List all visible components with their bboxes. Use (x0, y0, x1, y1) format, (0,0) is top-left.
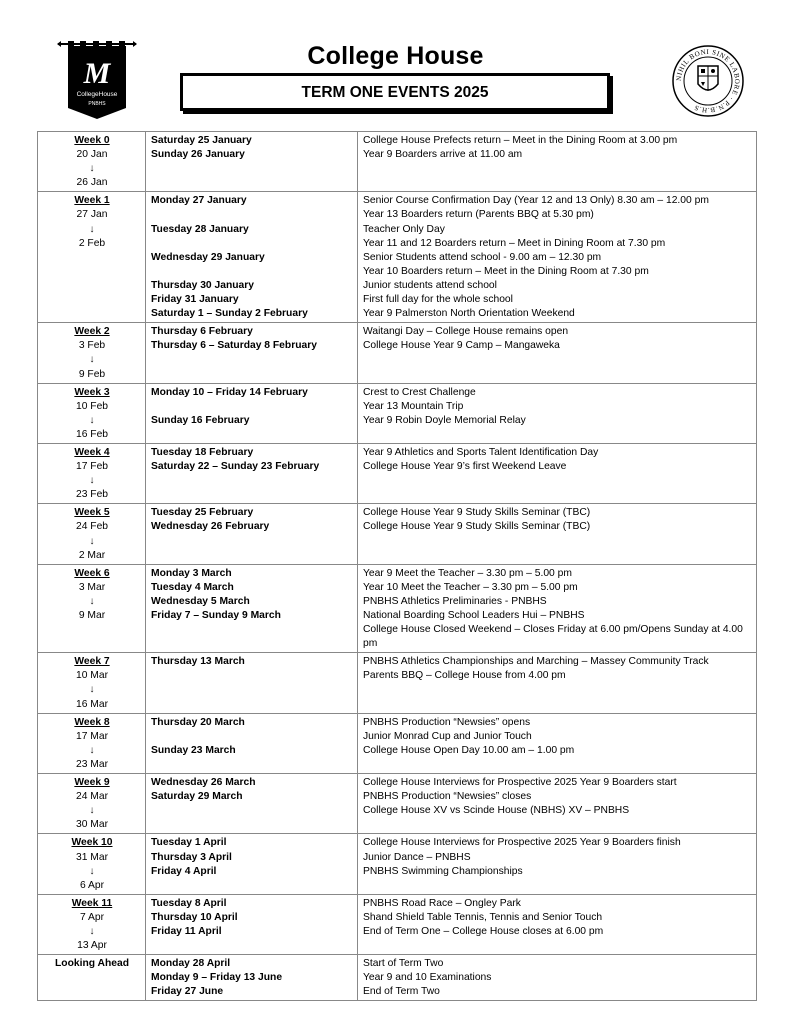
event-description: PNBHS Athletics Preliminaries - PNBHS (363, 595, 547, 607)
week-label: Week 2 (74, 326, 110, 338)
week-start-date: 31 Mar (75, 851, 109, 863)
event-description: Year 9 Meet the Teacher – 3.30 pm – 5.00 pm (363, 567, 572, 579)
week-cell (38, 774, 146, 834)
event-date (151, 730, 353, 744)
event-description: PNBHS Athletics Championships and Marching – Massey Community Track (363, 656, 709, 668)
week-label: Week 10 (71, 837, 113, 849)
week-end-date: 9 Feb (78, 368, 106, 380)
event-description: Parents BBQ – College House from 4.00 pm (363, 670, 566, 682)
event-date: Wednesday 26 February (151, 521, 270, 533)
event-date: Sunday 16 February (151, 414, 250, 426)
event-description: Teacher Only Day (363, 223, 445, 235)
event-date: Thursday 13 March (151, 656, 245, 668)
event-description: Crest to Crest Challenge (363, 386, 476, 398)
event-date (151, 400, 353, 414)
event-description: Junior Monrad Cup and Junior Touch (363, 730, 532, 742)
event-description: End of Term Two (363, 986, 440, 998)
arrow-down-icon: ↓ (89, 414, 95, 426)
week-end-date: 16 Feb (75, 428, 109, 440)
week-start-date: 17 Feb (75, 461, 109, 473)
event-date: Saturday 1 – Sunday 2 February (151, 308, 308, 320)
event-date: Friday 11 April (151, 925, 222, 937)
week-cell (38, 564, 146, 653)
week-cell (38, 443, 146, 503)
date-cell (146, 443, 358, 503)
event-description: College House Year 9 Camp – Mangaweka (363, 340, 560, 352)
date-cell (146, 192, 358, 323)
event-date (151, 237, 353, 251)
event-description: Year 13 Mountain Trip (363, 400, 464, 412)
week-row (38, 323, 757, 383)
week-row (38, 653, 757, 713)
week-label: Week 7 (74, 656, 110, 668)
event-description: PNBHS Production “Newsies” opens (363, 716, 531, 728)
event-description: Year 13 Boarders return (Parents BBQ at 5.30 pm) (363, 209, 594, 221)
event-description: Senior Students attend school - 9.00 am – 12.30 pm (363, 251, 602, 263)
event-description: Year 10 Meet the Teacher – 3.30 pm – 5.00 pm (363, 581, 578, 593)
date-cell (146, 383, 358, 443)
date-cell (146, 894, 358, 954)
date-cell (146, 564, 358, 653)
arrow-down-icon: ↓ (89, 223, 95, 235)
event-description: Senior Course Confirmation Day (Year 12 and 13 Only) 8.30 am – 12.00 pm (363, 195, 709, 207)
week-cell (38, 323, 146, 383)
arrow-down-icon: ↓ (89, 475, 95, 487)
week-label: Week 8 (74, 716, 110, 728)
event-date: Thursday 20 March (151, 716, 245, 728)
week-cell (38, 132, 146, 192)
event-date: Saturday 29 March (151, 791, 243, 803)
event-date: Friday 4 April (151, 865, 217, 877)
event-description: College House XV vs Scinde House (NBHS) XV – PNBHS (363, 805, 630, 817)
week-start-date: 3 Mar (78, 581, 106, 593)
week-start-date: 10 Feb (75, 400, 109, 412)
events-table (37, 131, 757, 1001)
event-description: Shand Shield Table Tennis, Tennis and Senior Touch (363, 911, 603, 923)
week-end-date: 13 Apr (77, 940, 107, 952)
event-date: Monday 9 – Friday 13 June (151, 972, 283, 984)
event-date: Sunday 23 March (151, 744, 236, 756)
event-description: College House Interviews for Prospective 2025 Year 9 Boarders start (363, 777, 677, 789)
week-label: Week 0 (74, 135, 110, 146)
event-cell (358, 132, 757, 192)
event-description: Year 9 Palmerston North Orientation Weekend (363, 308, 575, 320)
event-date: Thursday 6 February (151, 326, 253, 338)
looking-ahead-row (38, 955, 757, 1001)
event-date: Tuesday 18 February (151, 446, 254, 458)
week-start-date: 7 Apr (79, 911, 105, 923)
page-header (0, 0, 791, 128)
event-description: Start of Term Two (363, 958, 444, 970)
week-end-date: 16 Mar (75, 698, 109, 710)
week-cell (38, 192, 146, 323)
event-date: Tuesday 8 April (151, 897, 227, 909)
looking-ahead-label: Looking Ahead (55, 958, 129, 970)
week-end-date: 30 Mar (75, 819, 109, 831)
week-row (38, 834, 757, 894)
event-date: Thursday 6 – Saturday 8 February (151, 340, 317, 352)
arrow-down-icon: ↓ (89, 535, 95, 547)
event-description: Year 9 Athletics and Sports Talent Identification Day (363, 446, 599, 458)
event-description: PNBHS Production “Newsies” closes (363, 791, 532, 803)
event-description: Year 10 Boarders return – Meet in the Dining Room at 7.30 pm (363, 265, 649, 277)
svg-text:M: M (83, 57, 111, 90)
svg-text:CollegeHouse: CollegeHouse (76, 91, 118, 98)
event-cell (358, 323, 757, 383)
week-row (38, 443, 757, 503)
event-cell (358, 443, 757, 503)
week-cell (38, 383, 146, 443)
event-date: Saturday 25 January (151, 135, 252, 146)
week-end-date: 26 Jan (76, 177, 108, 189)
date-cell (146, 504, 358, 564)
week-start-date: 24 Feb (75, 521, 109, 533)
event-description: College House Year 9 Study Skills Seminar (TBC) (363, 521, 591, 533)
event-date: Thursday 3 April (151, 851, 232, 863)
event-date: Tuesday 4 March (151, 581, 234, 593)
event-description: College House Open Day 10.00 am – 1.00 pm (363, 744, 575, 756)
event-date: Tuesday 25 February (151, 507, 254, 519)
week-end-date: 6 Apr (79, 879, 105, 891)
event-date: Monday 27 January (151, 195, 247, 207)
week-cell (38, 713, 146, 773)
event-cell (358, 894, 757, 954)
event-date: Tuesday 1 April (151, 837, 227, 849)
week-cell (38, 834, 146, 894)
events-table-body (38, 132, 757, 1001)
week-end-date: 2 Mar (78, 549, 106, 561)
arrow-down-icon: ↓ (89, 805, 95, 817)
week-end-date: 9 Mar (78, 610, 106, 621)
event-date: Monday 28 April (151, 958, 231, 970)
event-date: Friday 27 June (151, 986, 224, 998)
event-description: College House Year 9 Study Skills Seminar (TBC) (363, 507, 591, 519)
event-date: Friday 7 – Sunday 9 March (151, 610, 281, 621)
event-description: Year 9 and 10 Examinations (363, 972, 492, 984)
date-cell (146, 774, 358, 834)
week-start-date: 20 Jan (76, 149, 108, 161)
week-cell (38, 894, 146, 954)
event-description: National Boarding School Leaders Hui – PNBHS (363, 610, 585, 621)
event-date: Thursday 30 January (151, 279, 255, 291)
week-start-date: 10 Mar (75, 670, 109, 682)
week-label: Week 6 (74, 567, 110, 579)
event-description: Junior students attend school (363, 279, 497, 291)
date-cell (146, 834, 358, 894)
week-row (38, 774, 757, 834)
arrow-down-icon: ↓ (89, 925, 95, 937)
week-end-date: 2 Feb (78, 237, 106, 249)
week-start-date: 24 Mar (75, 791, 109, 803)
event-date: Tuesday 28 January (151, 223, 249, 235)
event-cell (358, 774, 757, 834)
event-description: First full day for the whole school (363, 294, 513, 306)
week-cell (38, 504, 146, 564)
week-label: Week 5 (74, 507, 110, 519)
event-cell (358, 504, 757, 564)
week-row (38, 132, 757, 192)
event-date: Wednesday 26 March (151, 777, 256, 789)
event-date: Wednesday 5 March (151, 595, 250, 607)
arrow-down-icon: ↓ (89, 163, 95, 175)
date-cell (146, 323, 358, 383)
looking-ahead-cell (38, 955, 146, 1001)
date-cell (146, 653, 358, 713)
event-description: Year 9 Boarders arrive at 11.00 am (363, 149, 523, 161)
week-label: Week 3 (74, 386, 110, 398)
arrow-down-icon: ↓ (89, 354, 95, 366)
week-label: Week 1 (74, 195, 110, 207)
event-cell (358, 653, 757, 713)
event-cell (358, 955, 757, 1001)
week-label: Week 11 (71, 897, 113, 909)
arrow-down-icon: ↓ (89, 865, 95, 877)
event-date (151, 265, 353, 279)
week-row (38, 192, 757, 323)
event-cell (358, 383, 757, 443)
week-row (38, 383, 757, 443)
event-description: Waitangi Day – College House remains open (363, 326, 569, 338)
event-description: Year 11 and 12 Boarders return – Meet in Dining Room at 7.30 pm (363, 237, 666, 249)
event-date: Monday 10 – Friday 14 February (151, 386, 308, 398)
week-cell (38, 653, 146, 713)
week-row (38, 564, 757, 653)
event-date: Sunday 26 January (151, 149, 245, 161)
week-label: Week 4 (74, 446, 110, 458)
event-date: Thursday 10 April (151, 911, 238, 923)
event-description: PNBHS Road Race – Ongley Park (363, 897, 521, 909)
event-description: College House Prefects return – Meet in the Dining Room at 3.00 pm (363, 135, 678, 146)
event-cell (358, 834, 757, 894)
arrow-down-icon: ↓ (89, 744, 95, 756)
event-date: Saturday 22 – Sunday 23 February (151, 461, 320, 473)
week-row (38, 894, 757, 954)
page-subtitle: TERM ONE EVENTS 2025 (301, 84, 489, 101)
school-crest-icon (671, 42, 745, 120)
week-start-date: 17 Mar (75, 730, 109, 742)
arrow-down-icon: ↓ (89, 684, 95, 696)
arrow-down-icon: ↓ (89, 595, 95, 607)
week-start-date: 27 Jan (76, 209, 108, 221)
event-date: Monday 3 March (151, 567, 232, 579)
event-description: College House Interviews for Prospective 2025 Year 9 Boarders finish (363, 837, 681, 849)
week-end-date: 23 Mar (75, 758, 109, 770)
week-start-date: 3 Feb (78, 340, 106, 352)
event-date: Friday 31 January (151, 294, 239, 306)
page-title: College House (307, 42, 484, 70)
week-row (38, 504, 757, 564)
svg-text:NIHIL BONI SINE LABORE · P.N.B: NIHIL BONI SINE LABORE · P.N.B.H.S (674, 47, 742, 115)
event-date (151, 208, 353, 222)
event-description: Year 9 Robin Doyle Memorial Relay (363, 414, 526, 426)
week-row (38, 713, 757, 773)
date-cell (146, 132, 358, 192)
event-cell (358, 192, 757, 323)
event-description: End of Term One – College House closes at 6.00 pm (363, 925, 604, 937)
event-cell (358, 564, 757, 653)
event-description: College House Year 9’s first Weekend Leave (363, 461, 567, 473)
event-description: Junior Dance – PNBHS (363, 851, 471, 863)
date-cell (146, 955, 358, 1001)
svg-text:PNBHS: PNBHS (88, 101, 106, 107)
event-description: College House Closed Weekend – Closes Friday at 6.00 pm/Opens Sunday at 4.00 pm (363, 624, 743, 650)
week-label: Week 9 (74, 777, 110, 789)
event-date: Wednesday 29 January (151, 251, 265, 263)
week-end-date: 23 Feb (75, 489, 109, 501)
event-description: PNBHS Swimming Championships (363, 865, 523, 877)
date-cell (146, 713, 358, 773)
event-cell (358, 713, 757, 773)
